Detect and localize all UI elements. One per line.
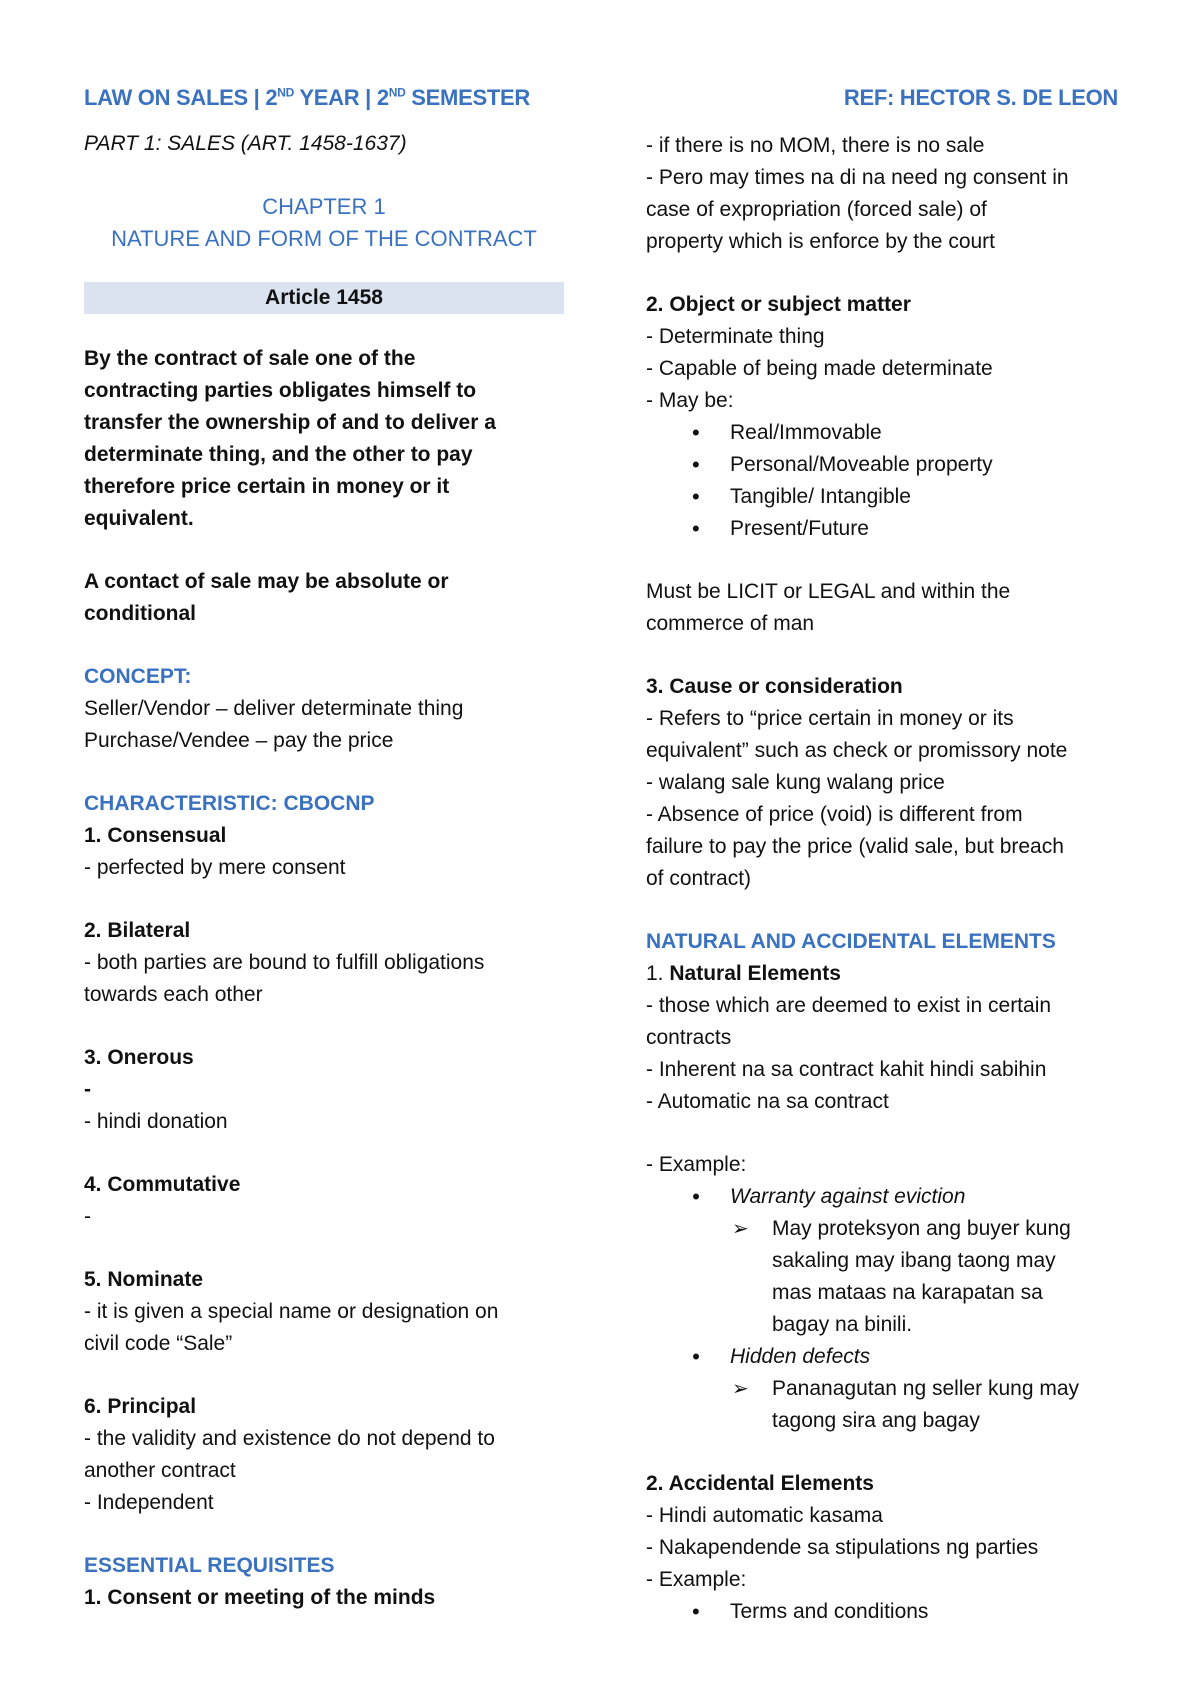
example-sub-line: bagay na binili. [772, 1313, 913, 1336]
natural-line: - Automatic na sa contract [646, 1090, 889, 1113]
characteristic-line: - Independent [84, 1491, 214, 1514]
example-sub-item: ➢ May proteksyon ang buyer kung [646, 1213, 1126, 1245]
header-reference: REF: HECTOR S. DE LEON [843, 85, 1118, 110]
characteristic-line: - both parties are bound to fulfill obligations [84, 951, 485, 974]
licit-line: commerce of man [646, 612, 815, 635]
characteristic-line: - it is given a special name or designation on [84, 1300, 499, 1323]
object-bullet-item: • Real/Immovable [646, 417, 1126, 449]
concept-heading: CONCEPT: [84, 665, 192, 688]
example-bullet-item: • Warranty against eviction [646, 1181, 1126, 1213]
characteristic-line: towards each other [84, 983, 263, 1006]
article-text-line: transfer the ownership of and to deliver a [84, 411, 496, 434]
cause-line: - Absence of price (void) is different from [646, 803, 1023, 826]
example-sub-line: mas mataas na karapatan sa [772, 1281, 1043, 1304]
object-line: - May be: [646, 389, 734, 412]
example-bullet-item: • Hidden defects [646, 1341, 1126, 1373]
essential-requisites-heading: ESSENTIAL REQUISITES [84, 1554, 335, 1577]
arrowhead-bullet-icon: ➢ [732, 1218, 749, 1240]
absolute-text-line: conditional [84, 602, 196, 625]
requisite-title: 2. Object or subject matter [646, 293, 911, 316]
consent-line: case of expropriation (forced sale) of [646, 198, 987, 221]
object-bullet-item: • Present/Future [646, 513, 1126, 545]
article-text-line: determinate thing, and the other to pay [84, 443, 473, 466]
concept-line: Purchase/Vendee – pay the price [84, 729, 394, 752]
accidental-bullet-item: • Terms and conditions [646, 1596, 1126, 1628]
arrowhead-bullet-icon: ➢ [732, 1378, 749, 1400]
article-text-line: equivalent. [84, 507, 194, 530]
characteristic-line: - [84, 1205, 91, 1228]
natural-line: contracts [646, 1026, 732, 1049]
absolute-text-line: A contact of sale may be absolute or [84, 570, 449, 593]
consent-line: - Pero may times na di na need ng consent in [646, 166, 1069, 189]
characteristic-line: civil code “Sale” [84, 1332, 233, 1355]
cause-line: - Refers to “price certain in money or its [646, 707, 1014, 730]
characteristic-line: - hindi donation [84, 1110, 228, 1133]
cause-line: - walang sale kung walang price [646, 771, 945, 794]
licit-line: Must be LICIT or LEGAL and within the [646, 580, 1011, 603]
accidental-line: - Example: [646, 1568, 747, 1591]
example-sub-line: sakaling may ibang taong may [772, 1249, 1056, 1272]
cause-line: of contract) [646, 867, 752, 890]
part-label: PART 1: SALES (ART. 1458-1637) [84, 132, 407, 155]
right-column [646, 130, 1126, 1628]
characteristic-title: 4. Commutative [84, 1173, 241, 1196]
article-text-line: By the contract of sale one of the [84, 347, 416, 370]
article-text-line: therefore price certain in money or it [84, 475, 450, 498]
requisite-title: 1. Consent or meeting of the minds [84, 1586, 436, 1609]
header-course-title: LAW ON SALES | 2ND YEAR | 2ND SEMESTER [84, 85, 530, 110]
object-bullet-item: • Personal/Moveable property [646, 449, 1126, 481]
characteristic-title: 6. Principal [84, 1395, 197, 1418]
cause-line: failure to pay the price (valid sale, but breach [646, 835, 1064, 858]
concept-line: Seller/Vendor – deliver determinate thing [84, 697, 464, 720]
object-line: - Determinate thing [646, 325, 825, 348]
cause-line: equivalent” such as check or promissory note [646, 739, 1068, 762]
natural-elements-title: 1. Natural Elements [646, 962, 841, 985]
characteristic-title: 1. Consensual [84, 824, 227, 847]
example-label: - Example: [646, 1153, 747, 1176]
natural-line: - those which are deemed to exist in certain [646, 994, 1052, 1017]
requisite-title: 3. Cause or consideration [646, 675, 903, 698]
chapter-number: CHAPTER 1 [262, 194, 386, 219]
example-sub-item: ➢ Pananagutan ng seller kung may [646, 1373, 1126, 1405]
consent-line: property which is enforce by the court [646, 230, 996, 253]
natural-line: - Inherent na sa contract kahit hindi sabihin [646, 1058, 1047, 1081]
characteristic-title: 2. Bilateral [84, 919, 191, 942]
characteristic-heading: CHARACTERISTIC: CBOCNP [84, 792, 375, 815]
characteristic-line: - the validity and existence do not depend to [84, 1427, 495, 1450]
object-line: - Capable of being made determinate [646, 357, 993, 380]
characteristic-title: 5. Nominate [84, 1268, 204, 1291]
example-sub-line: tagong sira ang bagay [772, 1409, 980, 1432]
chapter-title: NATURE AND FORM OF THE CONTRACT [111, 226, 537, 251]
article-label: Article 1458 [84, 282, 564, 314]
characteristic-line: - perfected by mere consent [84, 856, 346, 879]
characteristic-line: - [84, 1078, 91, 1101]
consent-line: - if there is no MOM, there is no sale [646, 134, 985, 157]
left-column [84, 128, 564, 1614]
accidental-line: - Hindi automatic kasama [646, 1504, 883, 1527]
characteristic-line: another contract [84, 1459, 236, 1482]
article-text-line: contracting parties obligates himself to [84, 379, 477, 402]
characteristic-title: 3. Onerous [84, 1046, 194, 1069]
accidental-elements-title: 2. Accidental Elements [646, 1472, 874, 1495]
accidental-line: - Nakapendende sa stipulations ng parties [646, 1536, 1039, 1559]
object-bullet-item: • Tangible/ Intangible [646, 481, 1126, 513]
natural-accidental-heading: NATURAL AND ACCIDENTAL ELEMENTS [646, 930, 1056, 953]
